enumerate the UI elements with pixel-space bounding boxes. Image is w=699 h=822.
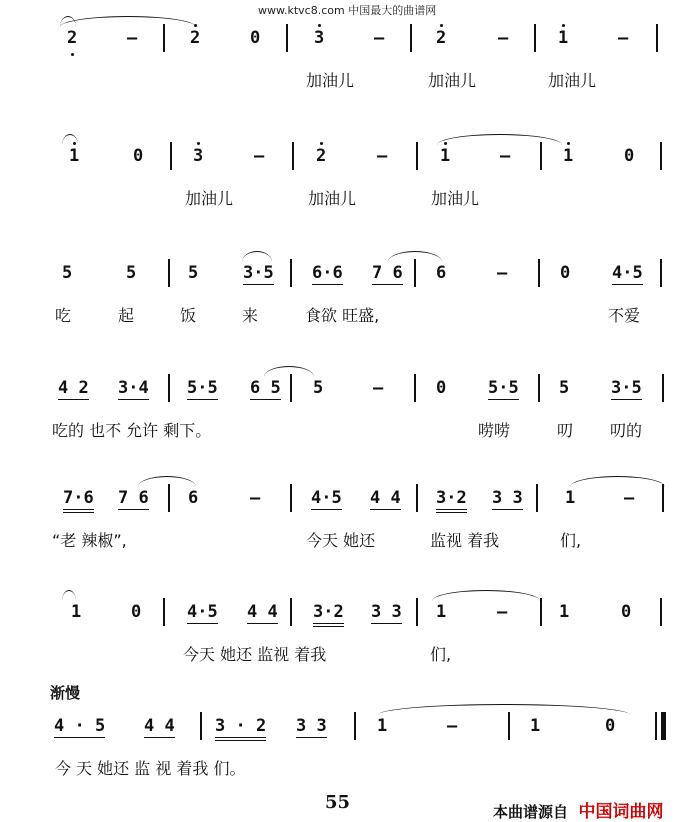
score-system [0,257,699,293]
octave-dot [440,24,443,27]
note: 1 [559,602,570,622]
note: 5 [62,263,73,283]
bar-line [540,142,542,170]
bar-line [416,484,418,512]
bar-line [540,598,542,626]
lyric: 加油儿 [185,189,234,208]
note: 5·5 [488,378,519,398]
note: 5 [126,263,137,283]
dash-extension: — [127,28,138,48]
bar-line [168,259,170,287]
note: 1 [558,28,569,48]
lyric: 加油儿 [548,71,597,90]
lyric: 来 [242,306,259,325]
note: 1 [71,602,82,622]
lyric: 不爱 [608,306,641,325]
note: 3 3 [492,488,523,508]
octave-dot [71,53,74,56]
octave-dot [562,24,565,27]
slur [62,590,76,601]
dash-extension: — [497,602,508,622]
dash-extension: — [618,28,629,48]
bar-line [414,374,416,402]
note: 7 6 [372,263,403,283]
note: 0 [133,146,144,166]
slur [570,476,665,487]
note: 1 [69,146,80,166]
bar-line [414,259,416,287]
slur [437,134,562,145]
note: 0 [605,716,616,736]
lyrics-line [0,68,699,104]
final-bar-thin [655,712,657,740]
note: 2 [436,28,447,48]
lyric: 加油儿 [308,189,357,208]
dash-extension: — [254,146,265,166]
source-prefix: 本曲谱源自 [493,803,569,821]
score-system [0,22,699,58]
slur [138,476,196,487]
octave-dot [194,24,197,27]
lyrics-line [0,642,699,678]
bar-line [534,24,536,52]
octave-dot [318,24,321,27]
lyric: 食欲 旺盛, [305,306,380,325]
note: 5 [559,378,570,398]
note: 6·6 [312,263,343,283]
note: 7 6 [118,488,149,508]
bar-line [168,374,170,402]
slur [60,16,76,27]
bar-line [538,259,540,287]
slur [60,16,196,27]
bar-line [290,484,292,512]
note: 3·5 [611,378,642,398]
bar-line [656,24,658,52]
lyric: 今 天 她还 监 视 着我 们。 [55,759,246,778]
bar-line [660,259,662,287]
note: 4·5 [311,488,342,508]
note: 1 [530,716,541,736]
note: 0 [436,378,447,398]
note: 5·5 [187,378,218,398]
dash-extension: — [500,146,511,166]
final-bar-thick [661,712,666,740]
lyric: 加油儿 [306,71,355,90]
note: 4 4 [247,602,278,622]
dash-extension: — [377,146,388,166]
bar-line [292,142,294,170]
lyric: 叨的 [610,421,643,440]
note: 2 [316,146,327,166]
bar-line [538,374,540,402]
bar-line [163,24,165,52]
note: 0 [250,28,261,48]
note: 5 [313,378,324,398]
note: 5 [188,263,199,283]
note: 1 [436,602,447,622]
note: 0 [621,602,632,622]
bar-line [286,24,288,52]
bar-line [290,374,292,402]
note: 3·5 [243,263,274,283]
bar-line [508,712,510,740]
note: 3 · 2 [215,716,266,741]
note: 0 [560,263,571,283]
source-credit [493,797,663,822]
note: 3 [314,28,325,48]
note: 2 [67,28,78,48]
lyric: 们, [560,531,582,550]
bar-line [416,598,418,626]
note: 1 [377,716,388,736]
source-site-link[interactable]: 中国词曲网 [578,802,664,822]
note: 4 2 [58,378,89,398]
bar-line [536,484,538,512]
note: 4·5 [187,602,218,622]
lyrics-line [0,303,699,339]
bar-line [660,142,662,170]
bar-line [662,484,664,512]
lyric: 今天 她还 监视 着我 [183,645,327,664]
site-header: www.ktvc8.com 中国最大的曲谱网 [258,4,437,17]
slur [432,590,540,601]
dash-extension: — [624,488,635,508]
octave-dot [444,142,447,145]
note: 1 [563,146,574,166]
lyric: 监视 着我 [430,531,500,550]
bar-line [200,712,202,740]
lyric: 吃的 也不 允许 剩下。 [52,421,212,440]
slur [242,251,272,262]
note: 0 [624,146,635,166]
dash-extension: — [374,28,385,48]
dash-extension: — [250,488,261,508]
dash-extension: — [447,716,458,736]
note: 4 · 5 [54,716,106,736]
bar-line [660,598,662,626]
tempo-marking: 渐慢 [50,684,81,702]
bar-line [290,259,292,287]
lyrics-line [0,756,699,792]
lyric: 饭 [180,306,197,325]
note: 6 [188,488,199,508]
lyric: 加油儿 [431,189,480,208]
lyric: 今天 她还 [306,531,376,550]
lyrics-line [0,528,699,564]
note: 0 [131,602,142,622]
lyric: 起 [118,306,135,325]
bar-line [168,484,170,512]
score-system [0,372,699,408]
note: 3 3 [296,716,327,736]
note: 3 3 [371,602,402,622]
note: 1 [565,488,576,508]
note: 3·2 [313,602,344,627]
lyric: 加油儿 [428,71,477,90]
lyrics-line [0,186,699,222]
note: 3·2 [436,488,467,513]
note: 1 [440,146,451,166]
octave-dot [567,142,570,145]
score-system [0,140,699,176]
dash-extension: — [498,28,509,48]
bar-line [410,24,412,52]
lyric: “老 辣椒”, [52,531,127,550]
score-system [0,596,699,632]
note: 6 5 [250,378,281,398]
note: 3·4 [118,378,149,398]
bar-line [354,712,356,740]
octave-dot [320,142,323,145]
bar-line [170,142,172,170]
score-system [0,482,699,518]
note: 3 [193,146,204,166]
dash-extension: — [373,378,384,398]
note: 4 4 [144,716,175,736]
note: 7·6 [63,488,94,513]
slur [264,366,314,377]
note: 6 [436,263,447,283]
lyric: 吃 [55,306,72,325]
note: 4·5 [612,263,643,283]
score-system [0,710,699,746]
bar-line [416,142,418,170]
lyrics-line [0,418,699,454]
lyric: 们, [430,645,452,664]
octave-dot [197,142,200,145]
lyric: 唠唠 [478,421,511,440]
note: 2 [190,28,201,48]
slur [378,704,630,715]
page-number: 55 [325,792,351,813]
dash-extension: — [497,263,508,283]
lyric: 叨 [557,421,574,440]
note: 4 4 [370,488,401,508]
bar-line [163,598,165,626]
bar-line [290,598,292,626]
octave-dot [73,142,76,145]
bar-line [662,374,664,402]
